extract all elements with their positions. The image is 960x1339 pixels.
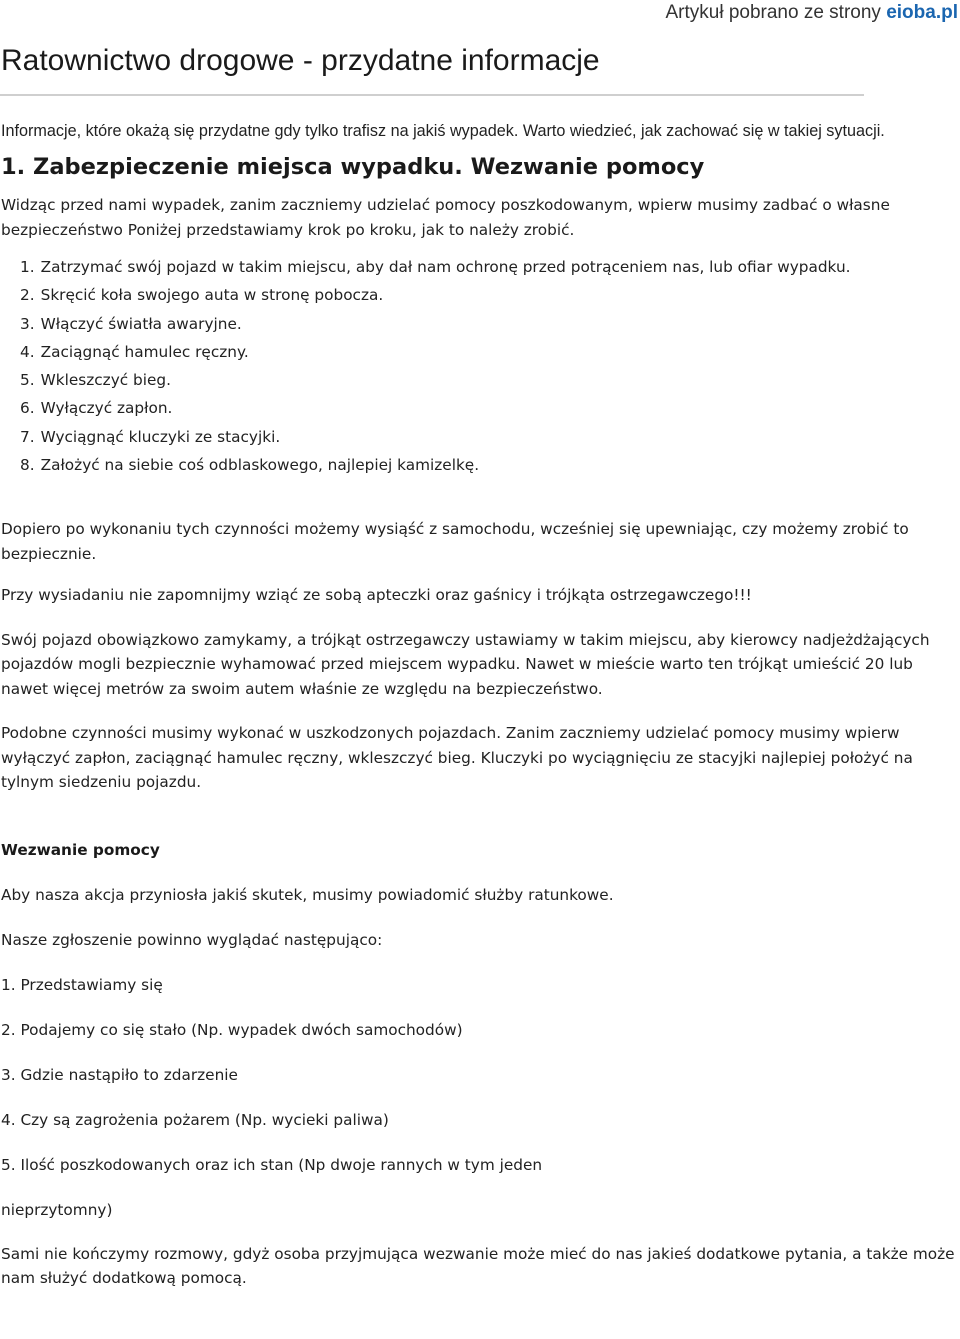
report-item: 1. Przedstawiamy się (1, 975, 163, 994)
report-item-continued: nieprzytomny) (1, 1200, 113, 1219)
list-item (20, 451, 958, 479)
step-text: Wyciągnąć kluczyki ze stacyjki. (40, 427, 281, 446)
report-intro: Nasze zgłoszenie powinno wyglądać następująco: (1, 930, 383, 949)
after-steps-paragraph: Dopiero po wykonaniu tych czynności możemy wysiąść z samochodu, wcześniej się upewniając, czy możemy zrobić to bezpiecznie. (1, 520, 909, 563)
source-attribution (665, 2, 958, 24)
step-number: 4. (20, 342, 35, 361)
step-text: Wyłączyć zapłon. (40, 399, 173, 418)
page-title: Ratownictwo drogowe - przydatne informacje (1, 44, 600, 77)
list-item (20, 253, 958, 281)
list-item (20, 394, 958, 422)
step-number: 2. (20, 286, 35, 305)
step-text: Włączyć światła awaryjne. (40, 314, 242, 333)
step-number: 3. (20, 314, 35, 333)
closing-paragraph: Sami nie kończymy rozmowy, gdyż osoba przyjmująca wezwanie może mieć do nas jakieś dodatkowe pytania, a także może nam służyć dodatkową pomocą. (1, 1244, 955, 1288)
steps-list (1, 253, 958, 479)
article-body (1, 118, 958, 1291)
step-number: 7. (20, 427, 35, 446)
section-heading-securing: 1. Zabezpieczenie miejsca wypadku. Wezwanie pomocy (1, 154, 705, 180)
step-text: Założyć na siebie coś odblaskowego, najlepiej kamizelkę. (40, 456, 480, 475)
damaged-vehicles-paragraph: Podobne czynności musimy wykonać w uszkodzonych pojazdach. Zanim zaczniemy udzielać pomocy musimy wpierw wyłączyć zapłon, zaciągnąć hamulec ręczny, wkleszczyć bieg. Kluczyki po wyciągnięciu ze stacyjki najlepiej położyć na tylnym siedzeniu pojazdu. (1, 724, 913, 792)
list-item (20, 281, 958, 309)
step-text: Zaciągnąć hamulec ręczny. (40, 342, 249, 361)
list-item (20, 423, 958, 451)
step-number: 6. (20, 399, 35, 418)
list-item (20, 338, 958, 366)
source-prefix: Artykuł pobrano ze strony (665, 2, 887, 23)
source-link[interactable]: eioba.pl (886, 2, 958, 23)
step-text: Zatrzymać swój pojazd w takim miejscu, aby dał nam ochronę przed potrąceniem nas, lub ofiar wypadku. (40, 258, 851, 276)
step-number: 1. (20, 258, 35, 276)
report-item: 5. Ilość poszkodowanych oraz ich stan (Np dwoje rannych w tym jeden (1, 1155, 543, 1174)
triangle-paragraph: Swój pojazd obowiązkowo zamykamy, a trójkąt ostrzegawczy ustawiamy w takim miejscu, aby kierowcy nadjeżdżających pojazdów mogli bezpiecznie wyhamować przed miejscem wypadku. Nawet w mieście warto ten trójkąt umieścić 20 lub nawet więcej metrów za swoim autem właśnie ze względu na bezpieczeństwo. (1, 630, 930, 698)
section-lead: Widząc przed nami wypadek, zanim zaczniemy udzielać pomocy poszkodowanym, wpierw musimy zadbać o własne bezpieczeństwo Poniżej przedstawiamy krok po kroku, jak to należy zrobić. (1, 196, 890, 239)
call-help-lead: Aby nasza akcja przyniosła jakiś skutek, musimy powiadomić służby ratunkowe. (1, 885, 614, 904)
list-item (20, 366, 958, 394)
list-item (20, 310, 958, 338)
intro-paragraph: Informacje, które okażą się przydatne gdy tylko trafisz na jakiś wypadek. Warto wiedzieć, jak zachować się w takiej sytuacji. (1, 122, 885, 140)
step-text: Wkleszczyć bieg. (40, 371, 171, 390)
section-heading-call-help: Wezwanie pomocy (1, 840, 160, 859)
report-item: 4. Czy są zagrożenia pożarem (Np. wycieki paliwa) (1, 1110, 389, 1129)
step-number: 5. (20, 371, 35, 390)
report-item: 3. Gdzie nastąpiło to zdarzenie (1, 1065, 238, 1084)
report-item: 2. Podajemy co się stało (Np. wypadek dwóch samochodów) (1, 1020, 463, 1039)
title-divider (0, 94, 864, 96)
reminder-paragraph: Przy wysiadaniu nie zapomnijmy wziąć ze sobą apteczki oraz gaśnicy i trójkąta ostrzegawczego!!! (1, 586, 752, 605)
step-text: Skręcić koła swojego auta w stronę pobocza. (40, 286, 384, 305)
step-number: 8. (20, 456, 35, 475)
